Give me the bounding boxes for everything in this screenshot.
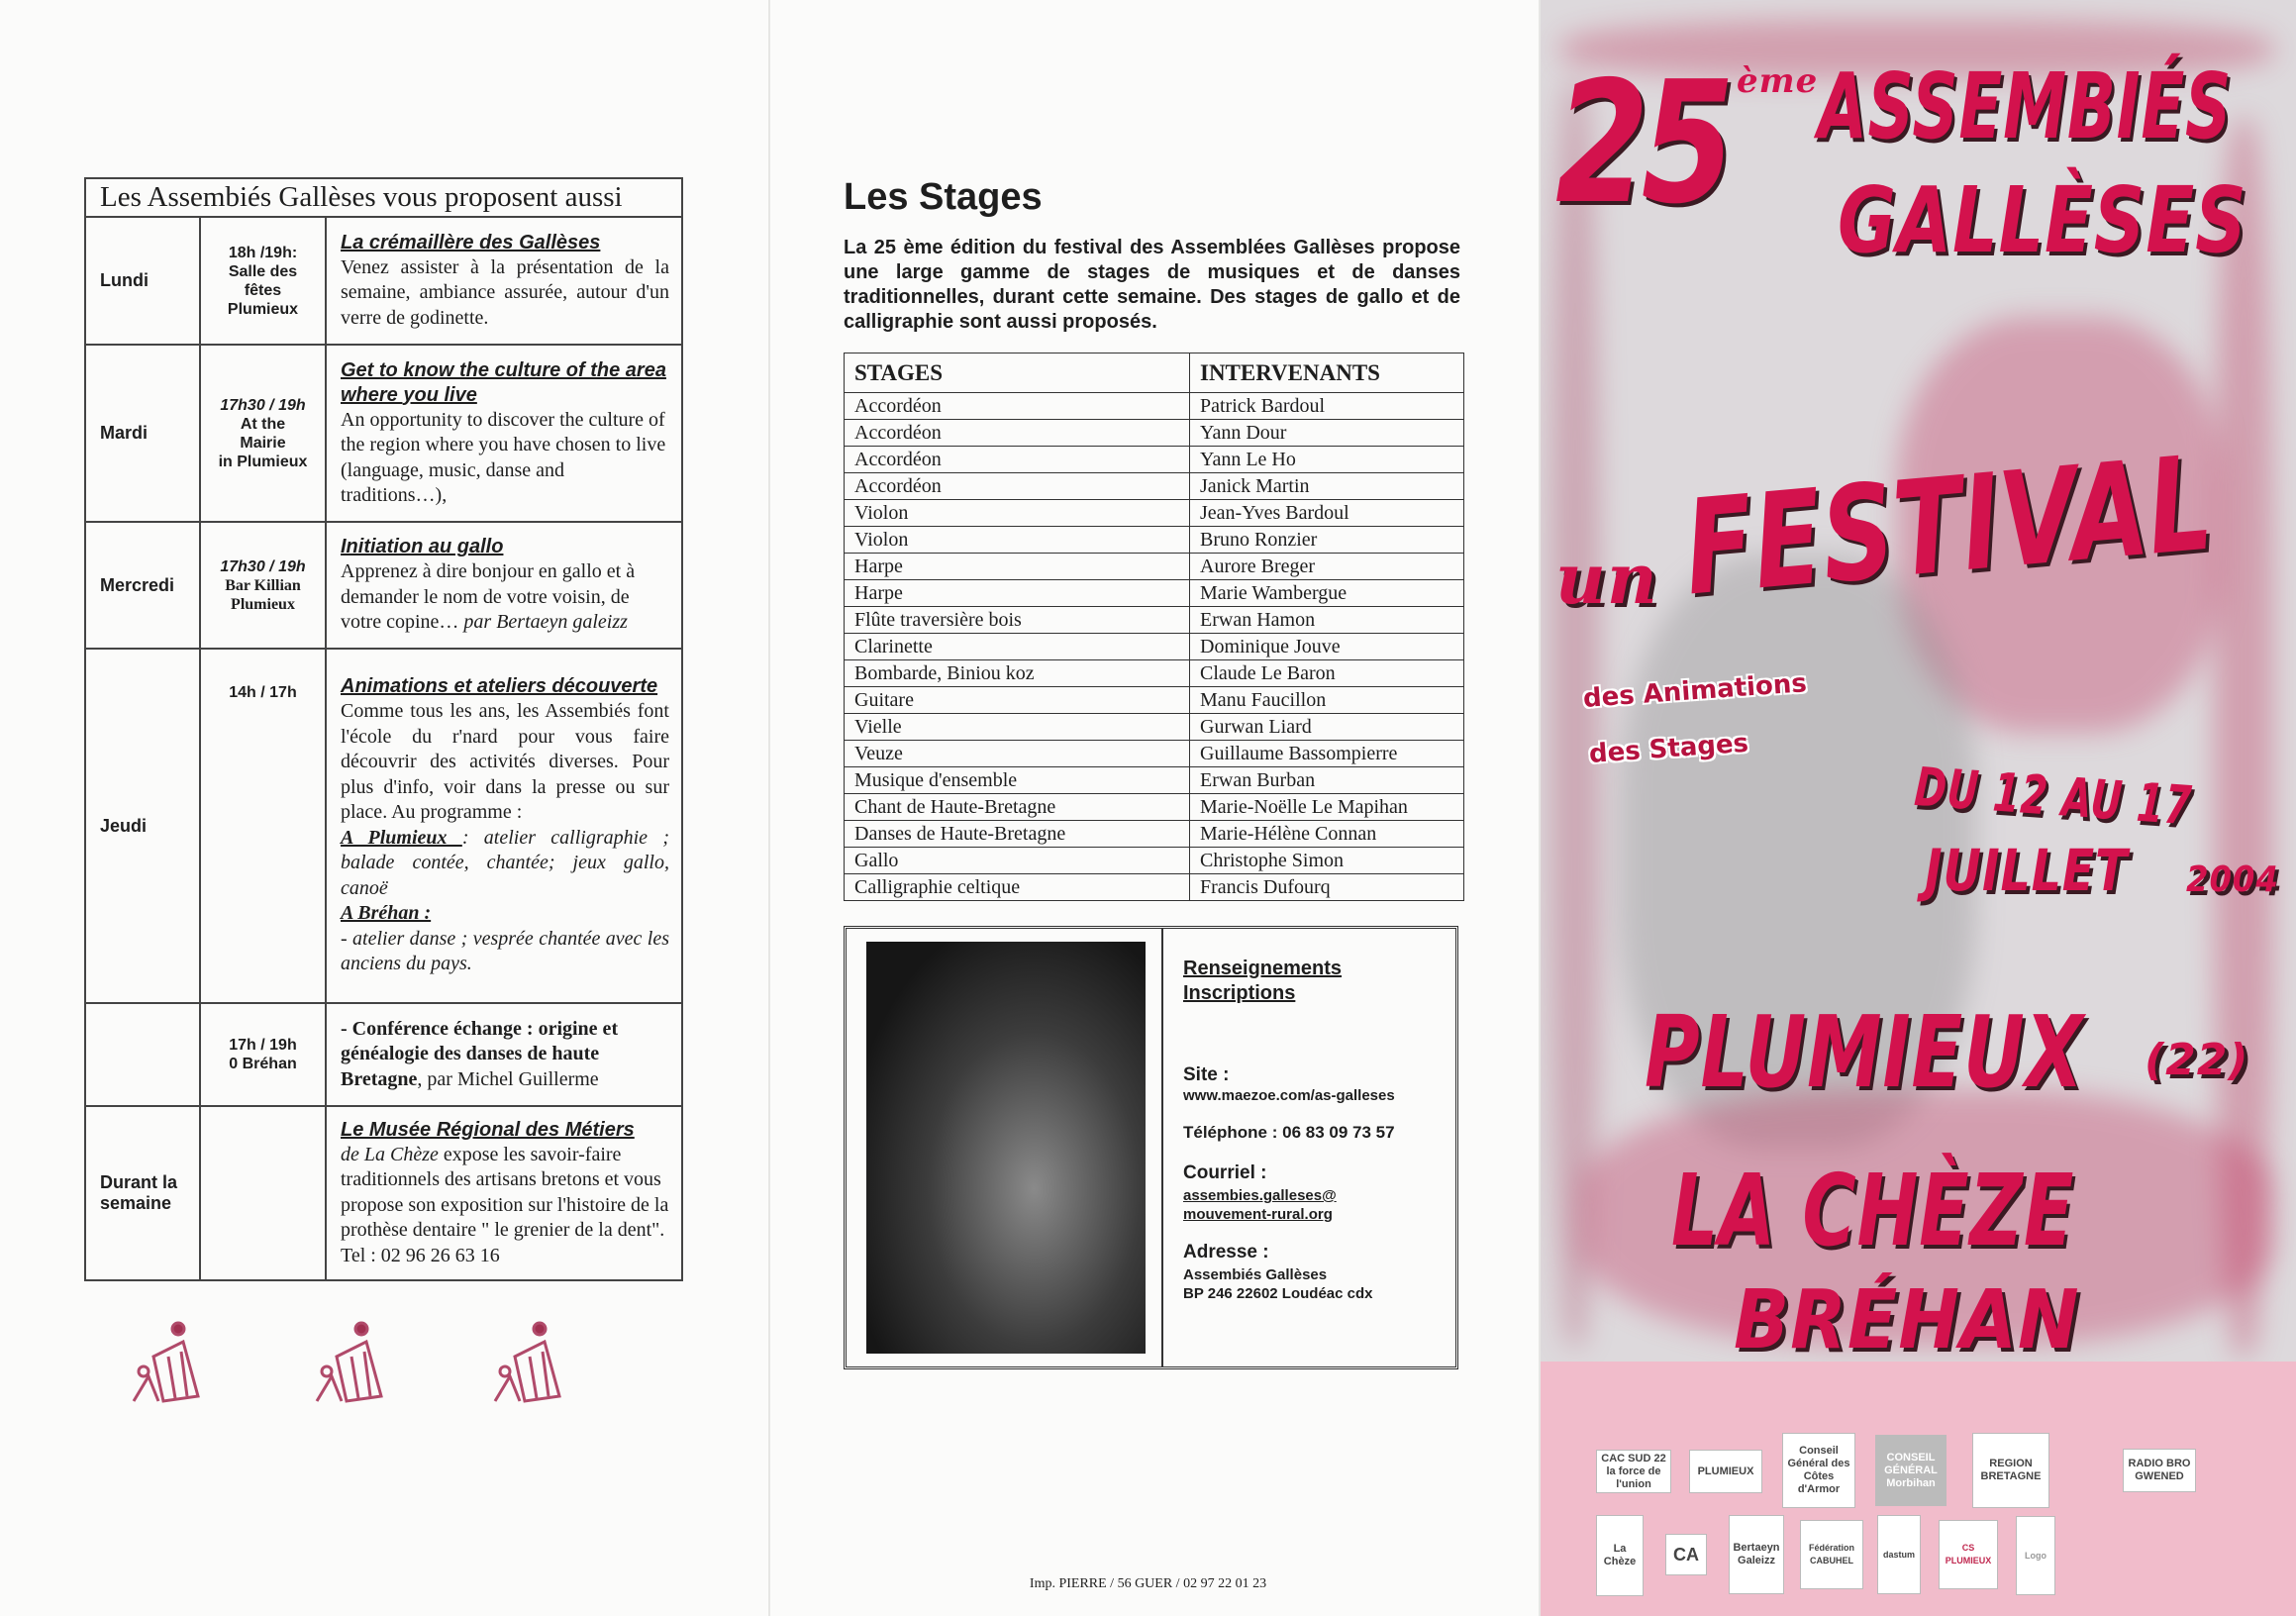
- title-line1: ASSEMBIÉS: [1818, 53, 2233, 159]
- stage-cell: Bombarde, Biniou koz: [845, 660, 1190, 687]
- table-row: [845, 473, 1464, 500]
- stage-cell: Vielle: [845, 714, 1190, 741]
- sponsor-logo: CONSEIL GÉNÉRAL Morbihan: [1875, 1435, 1947, 1506]
- time-cell: 17h30 / 19h Bar Killian Plumieux: [200, 522, 326, 649]
- table-row: [85, 522, 682, 649]
- stage-cell: Gallo: [845, 848, 1190, 874]
- time-cell: 17h30 / 19h At the Mairie in Plumieux: [200, 345, 326, 522]
- info-heading: Renseignements Inscriptions: [1183, 958, 1343, 1004]
- event-description: - Conférence échange : origine et généalogie des danses de haute Bretagne, par Michel Guillerme: [326, 1003, 682, 1106]
- dancers-illustration: [485, 1317, 574, 1406]
- event-title: Get to know the culture of the area where you live: [341, 358, 666, 406]
- day-label: [85, 1003, 200, 1106]
- site-link[interactable]: www.maezoe.com/as-galleses: [1183, 1087, 1395, 1104]
- edition-suffix: ème: [1737, 61, 1819, 101]
- sponsor-logo: La Chèze: [1596, 1515, 1644, 1596]
- instructor-cell: Bruno Ronzier: [1190, 527, 1464, 554]
- table-row: [845, 527, 1464, 554]
- sponsor-logo: Fédération CABUHEL: [1800, 1520, 1863, 1589]
- festival-word: FESTIVAL: [1678, 427, 2219, 626]
- table-row: [85, 217, 682, 345]
- sponsor-logo: Bertaeyn Galeizz: [1729, 1515, 1784, 1594]
- dancers-illustration: [307, 1317, 396, 1406]
- sponsor-logo: REGION BRETAGNE: [1972, 1433, 2049, 1508]
- stage-cell: Calligraphie celtique: [845, 874, 1190, 901]
- address-label: Adresse :: [1183, 1242, 1269, 1262]
- table-row: [85, 1106, 682, 1280]
- dancers-illustration: [124, 1317, 213, 1406]
- event-title: Initiation au gallo: [341, 536, 504, 558]
- instructor-cell: Guillaume Bassompierre: [1190, 741, 1464, 767]
- site-label: Site :: [1183, 1064, 1230, 1085]
- printer-credit: Imp. PIERRE / 56 GUER / 02 97 22 01 23: [1029, 1576, 1267, 1591]
- page-fold: [768, 0, 770, 1616]
- event-description: Le Musée Régional des Métiers de La Chèze expose les savoir-faire traditionnels des artisans bretons et vous propose son exposition sur l'histoire de la prothèse dentaire " le grenier de la dent". Tel : 02 96 26 63 16: [326, 1106, 682, 1280]
- table-row: [845, 500, 1464, 527]
- mail-label: Courriel :: [1183, 1162, 1267, 1183]
- event-title: La crémaillère des Gallèses: [341, 231, 601, 253]
- stage-cell: Flûte traversière bois: [845, 607, 1190, 634]
- table-row: [845, 687, 1464, 714]
- town-la-cheze: LA CHÈZE: [1671, 1153, 2075, 1268]
- address: Assembiés Gallèses BP 246 22602 Loudéac cdx: [1183, 1266, 1373, 1302]
- instructor-cell: Patrick Bardoul: [1190, 393, 1464, 420]
- info-box: [844, 926, 1458, 1369]
- sponsor-logo: CA: [1665, 1534, 1707, 1575]
- stage-cell: Violon: [845, 527, 1190, 554]
- stage-cell: Accordéon: [845, 447, 1190, 473]
- table-row: [85, 345, 682, 522]
- column-header: INTERVENANTS: [1190, 354, 1464, 393]
- table-row: [845, 447, 1464, 473]
- table-row: [845, 767, 1464, 794]
- date-month: JUILLET: [1925, 837, 2129, 904]
- day-label: Durant la semaine: [85, 1106, 200, 1280]
- stage-cell: Violon: [845, 500, 1190, 527]
- program-table: [84, 177, 683, 1281]
- instructor-cell: Manu Faucillon: [1190, 687, 1464, 714]
- time-cell: 18h /19h: Salle des fêtes Plumieux: [200, 217, 326, 345]
- table-row: [845, 420, 1464, 447]
- phone: Téléphone : 06 83 09 73 57: [1183, 1123, 1395, 1142]
- table-row: [845, 554, 1464, 580]
- sponsor-logo: dastum: [1877, 1515, 1921, 1594]
- table-row: [845, 741, 1464, 767]
- event-title: Animations et ateliers découverte: [341, 675, 658, 698]
- date-year: 2004: [2186, 859, 2279, 900]
- table-row: [845, 794, 1464, 821]
- table-row: [85, 1003, 682, 1106]
- stage-cell: Chant de Haute-Bretagne: [845, 794, 1190, 821]
- subtitle-stages: des Stages: [1588, 728, 1749, 769]
- stage-cell: Veuze: [845, 741, 1190, 767]
- instructor-cell: Christophe Simon: [1190, 848, 1464, 874]
- event-description: Animations et ateliers découverte Comme tous les ans, les Assembiés font l'école du r'nard pour vous faire découvrir des activités diverses. Pour plus d'info, voir dans la presse ou sur place. Au programme : A Plumieux : atelier calligraphie ; balade contée, chantée; jeux gallo, canoë A Bréhan : - atelier danse ; vesprée chantée avec les anciens du pays.: [326, 649, 682, 1003]
- instructor-cell: Jean-Yves Bardoul: [1190, 500, 1464, 527]
- day-label: Mercredi: [85, 522, 200, 649]
- table-row: [845, 821, 1464, 848]
- instructor-cell: Yann Dour: [1190, 420, 1464, 447]
- musicians-photo: [866, 942, 1146, 1354]
- email-link[interactable]: assembies.galleses@ mouvement-rural.org: [1183, 1187, 1337, 1223]
- sponsor-logo: PLUMIEUX: [1689, 1450, 1762, 1493]
- town-plumieux: PLUMIEUX: [1645, 994, 2084, 1110]
- table-row: [845, 874, 1464, 901]
- stage-cell: Accordéon: [845, 393, 1190, 420]
- instructor-cell: Francis Dufourq: [1190, 874, 1464, 901]
- table-row: [845, 660, 1464, 687]
- time-cell: [200, 1106, 326, 1280]
- subtitle-animations: des Animations: [1582, 668, 1808, 714]
- table-row: [845, 848, 1464, 874]
- table-row: [845, 607, 1464, 634]
- stage-cell: Accordéon: [845, 420, 1190, 447]
- instructor-cell: Claude Le Baron: [1190, 660, 1464, 687]
- event-description: Get to know the culture of the area where you live An opportunity to discover the culture of the region where you have chosen to live (language, music, danse and traditions…),: [326, 345, 682, 522]
- stages-table: [844, 353, 1464, 901]
- stage-cell: Harpe: [845, 554, 1190, 580]
- day-label: Jeudi: [85, 649, 200, 1003]
- town-brehan: BRÉHAN: [1734, 1273, 2080, 1367]
- stages-title: Les Stages: [844, 176, 1043, 218]
- stage-cell: Accordéon: [845, 473, 1190, 500]
- sponsor-logo: Conseil Général des Côtes d'Armor: [1782, 1433, 1855, 1508]
- sponsor-logo: CAC SUD 22 la force de l'union: [1596, 1450, 1671, 1493]
- table-row: [845, 714, 1464, 741]
- stage-cell: Guitare: [845, 687, 1190, 714]
- table-row: [845, 393, 1464, 420]
- stage-cell: Harpe: [845, 580, 1190, 607]
- stage-cell: Musique d'ensemble: [845, 767, 1190, 794]
- instructor-cell: Marie-Hélène Connan: [1190, 821, 1464, 848]
- stages-intro: La 25 ème édition du festival des Assemblées Gallèses propose une large gamme de stages de musiques et de danses traditionnelles, durant cette semaine. Des stages de gallo et de calligraphie sont aussi proposés.: [844, 237, 1460, 333]
- time-cell: 17h / 19h 0 Bréhan: [200, 1003, 326, 1106]
- instructor-cell: Yann Le Ho: [1190, 447, 1464, 473]
- instructor-cell: Erwan Hamon: [1190, 607, 1464, 634]
- instructor-cell: Aurore Breger: [1190, 554, 1464, 580]
- event-description: La crémaillère des Gallèses Venez assister à la présentation de la semaine, ambiance assurée, autour d'un verre de godinette.: [326, 217, 682, 345]
- sponsor-logo: Logo: [2016, 1516, 2055, 1595]
- title-line2: GALLÈSES: [1838, 167, 2247, 273]
- day-label: Lundi: [85, 217, 200, 345]
- date-range: DU 12 AU 17: [1912, 756, 2194, 838]
- table-row: [845, 634, 1464, 660]
- festival-prefix: un: [1555, 538, 1658, 620]
- stage-cell: Clarinette: [845, 634, 1190, 660]
- program-title: Les Assembiés Gallèses vous proposent aussi: [85, 178, 682, 217]
- event-title: Le Musée Régional des Métiers: [341, 1118, 635, 1141]
- table-row: [85, 649, 682, 1003]
- day-label: Mardi: [85, 345, 200, 522]
- event-description: Initiation au gallo Apprenez à dire bonjour en gallo et à demander le nom de votre voisin, de votre copine… par Bertaeyn galeizz: [326, 522, 682, 649]
- time-cell: 14h / 17h: [200, 649, 326, 1003]
- column-header: STAGES: [845, 354, 1190, 393]
- sponsor-logo: RADIO BRO GWENED: [2123, 1449, 2196, 1492]
- instructor-cell: Erwan Burban: [1190, 767, 1464, 794]
- table-row: [845, 580, 1464, 607]
- instructor-cell: Janick Martin: [1190, 473, 1464, 500]
- edition-number: 25: [1555, 46, 1728, 242]
- festival-cover: [1541, 0, 2296, 1616]
- instructor-cell: Marie-Noëlle Le Mapihan: [1190, 794, 1464, 821]
- department: (22): [2145, 1035, 2249, 1085]
- instructor-cell: Gurwan Liard: [1190, 714, 1464, 741]
- stage-cell: Danses de Haute-Bretagne: [845, 821, 1190, 848]
- instructor-cell: Marie Wambergue: [1190, 580, 1464, 607]
- divider: [1161, 929, 1163, 1366]
- sponsor-logo: CS PLUMIEUX: [1939, 1520, 1998, 1589]
- instructor-cell: Dominique Jouve: [1190, 634, 1464, 660]
